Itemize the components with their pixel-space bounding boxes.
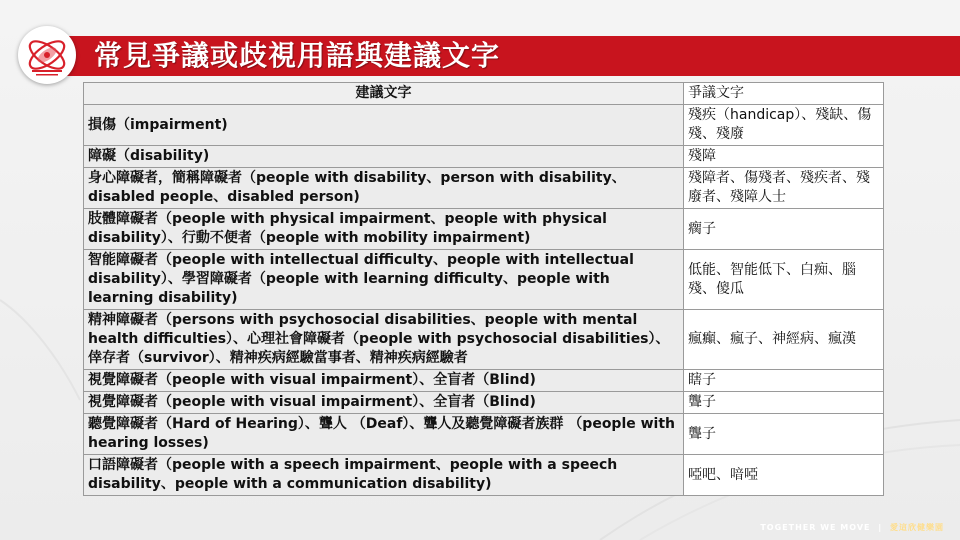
footer-organization: 愛這欣健樂園 [890, 523, 944, 532]
disputed-term-cell: 殘障 [684, 146, 884, 168]
suggested-term-cell: 聽覺障礙者（Hard of Hearing）、聾人 （Deaf）、聾人及聽覺障礙者族群 （people with hearing losses) [84, 414, 684, 455]
table-row [84, 414, 884, 455]
footer-slogan: TOGETHER WE MOVE [760, 523, 871, 532]
suggested-term-cell: 精神障礙者（persons with psychosocial disabilities、people with mental health difficulties）、心理社會障礙者（people with psychosocial disabilities）、倖存者（survivor）、精神疾病經驗當事者、精神疾病經驗者 [84, 310, 684, 370]
terms-table [83, 82, 884, 496]
table-row [84, 310, 884, 370]
suggested-term-cell: 口語障礙者（people with a speech impairment、people with a speech disability、people with a communication disability) [84, 455, 684, 496]
disputed-term-cell: 低能、智能低下、白痴、腦殘、傻瓜 [684, 250, 884, 310]
suggested-term-cell: 智能障礙者（people with intellectual difficulty、people with intellectual disability）、學習障礙者（people with learning difficulty、people with learning disability) [84, 250, 684, 310]
slide-header [0, 20, 960, 82]
table-row [84, 105, 884, 146]
table-row [84, 392, 884, 414]
disputed-term-cell: 殘疾（handicap）、殘缺、傷殘、殘廢 [684, 105, 884, 146]
table-row [84, 146, 884, 168]
suggested-term-cell: 視覺障礙者（people with visual impairment）、全盲者（Blind) [84, 370, 684, 392]
disputed-term-cell: 聾子 [684, 414, 884, 455]
table-row [84, 370, 884, 392]
suggested-term-cell: 肢體障礙者（people with physical impairment、people with physical disability）、行動不便者（people with mobility impairment) [84, 209, 684, 250]
suggested-term-cell: 損傷（impairment) [84, 105, 684, 146]
header-disputed-term: 爭議文字 [684, 83, 884, 105]
disputed-term-cell: 聾子 [684, 392, 884, 414]
table-row [84, 209, 884, 250]
table-row [84, 455, 884, 496]
slide-footer [760, 522, 944, 533]
table-row [84, 250, 884, 310]
slide-title: 常見爭議或歧視用語與建議文字 [94, 39, 501, 72]
suggested-term-cell: 視覺障礙者（people with visual impairment）、全盲者（Blind) [84, 392, 684, 414]
table-row [84, 168, 884, 209]
suggested-term-cell: 障礙（disability) [84, 146, 684, 168]
organization-logo-icon [18, 26, 76, 84]
disputed-term-cell: 瞎子 [684, 370, 884, 392]
disputed-term-cell: 殘障者、傷殘者、殘疾者、殘廢者、殘障人士 [684, 168, 884, 209]
header-suggested-term: 建議文字 [84, 83, 684, 105]
disputed-term-cell: 啞吧、喑啞 [684, 455, 884, 496]
footer-separator: | [878, 523, 883, 532]
disputed-term-cell: 瘸子 [684, 209, 884, 250]
disputed-term-cell: 瘋癲、瘋子、神經病、瘋漢 [684, 310, 884, 370]
suggested-term-cell: 身心障礙者，簡稱障礙者（people with disability、person with disability、disabled people、disabled person) [84, 168, 684, 209]
table-header-row [84, 83, 884, 105]
